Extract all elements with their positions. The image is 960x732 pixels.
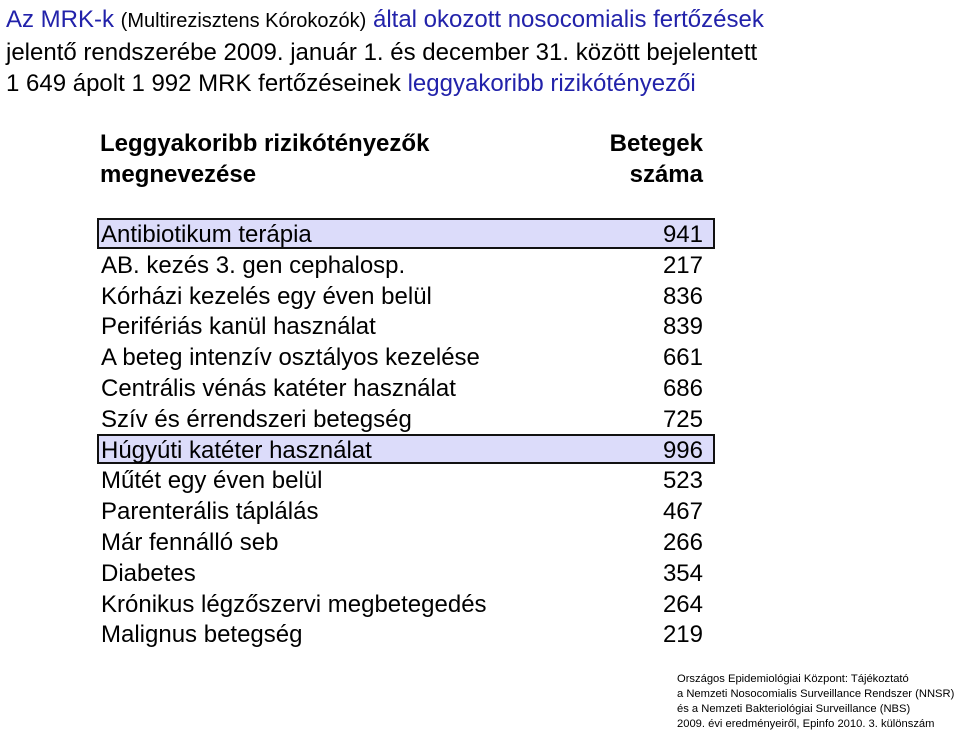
title-line-1: [6, 4, 956, 37]
risk-factor-name: Szív és érrendszeri betegség: [101, 405, 412, 433]
patient-count: 264: [662, 590, 703, 618]
patient-count: 839: [662, 313, 703, 341]
patient-count: 686: [662, 374, 703, 402]
risk-factor-name: Már fennálló seb: [101, 528, 279, 556]
column-header-risk-factor-line-2: megnevezése: [100, 161, 257, 188]
table-row: [97, 618, 715, 649]
patient-count: 725: [662, 405, 703, 433]
column-header-patient-count: [560, 128, 703, 190]
patient-count: 266: [662, 528, 703, 556]
risk-factor-name: Parenterális táplálás: [101, 498, 319, 526]
risk-factor-name: Műtét egy éven belül: [101, 467, 323, 495]
column-header-risk-factor-line-1: Leggyakoribb rizikótényezők: [100, 130, 430, 157]
table-row: [97, 249, 715, 280]
risk-factor-name: A beteg intenzív osztályos kezelése: [101, 344, 480, 372]
patient-count: 836: [662, 282, 703, 310]
table-row: [97, 403, 715, 434]
risk-factor-name: Antibiotikum terápia: [101, 221, 312, 248]
risk-factor-name: Centrális vénás katéter használat: [101, 374, 456, 402]
column-header-patient-count-line-2: száma: [629, 161, 703, 188]
source-line-2: a Nemzeti Nosocomialis Surveillance Rendszer (NNSR): [677, 688, 955, 700]
title-line-2: jelentő rendszerébe 2009. január 1. és december 31. között bejelentett: [6, 39, 758, 66]
table-row: [97, 310, 715, 341]
patient-count: 354: [662, 559, 703, 587]
title-part-1: Az MRK-k: [6, 6, 114, 33]
title-part-3: által okozott nosocomialis fertőzések: [372, 6, 764, 33]
table-row: [97, 280, 715, 311]
table-row: [97, 372, 715, 403]
table-row: [97, 557, 715, 588]
title-part-2: (Multirezisztens Kórokozók): [120, 10, 367, 32]
source-line-3: és a Nemzeti Bakteriológiai Surveillance (NBS): [677, 703, 911, 715]
patient-count: 217: [662, 251, 703, 279]
patient-count: 996: [662, 436, 703, 464]
risk-factor-name: Krónikus légzőszervi megbetegedés: [101, 590, 487, 618]
table-row: [97, 464, 715, 495]
patient-count: 661: [662, 344, 703, 372]
source-line-1: Országos Epidemiológiai Központ: Tájékoztató: [677, 673, 909, 685]
page-title: [6, 4, 956, 99]
table-row: [97, 526, 715, 557]
table-row: [97, 218, 715, 249]
table-row: [97, 588, 715, 619]
table-row: [97, 495, 715, 526]
risk-factor-name: Diabetes: [101, 559, 196, 587]
title-line-3a: 1 649 ápolt 1 992 MRK fertőzéseinek: [6, 70, 401, 97]
source-citation: [677, 672, 957, 732]
risk-factor-name: Perifériás kanül használat: [101, 313, 376, 341]
patient-count: 941: [662, 221, 703, 248]
table-row: [97, 341, 715, 372]
column-header-risk-factor: [100, 128, 429, 190]
patient-count: 467: [662, 498, 703, 526]
column-header-patient-count-line-1: Betegek: [609, 130, 703, 157]
risk-factor-name: Malignus betegség: [101, 621, 303, 649]
source-line-4: 2009. évi eredményeiről, Epinfo 2010. 3. különszám: [677, 718, 935, 730]
risk-factor-name: AB. kezés 3. gen cephalosp.: [101, 251, 406, 279]
title-line-3: [6, 68, 956, 99]
risk-factor-name: Húgyúti katéter használat: [101, 436, 372, 464]
patient-count: 523: [662, 467, 703, 495]
table-row: [97, 434, 715, 465]
risk-factor-name: Kórházi kezelés egy éven belül: [101, 282, 432, 310]
patient-count: 219: [662, 621, 703, 649]
title-line-3b: leggyakoribb rizikótényezői: [407, 70, 696, 97]
risk-factor-table: [97, 218, 715, 649]
